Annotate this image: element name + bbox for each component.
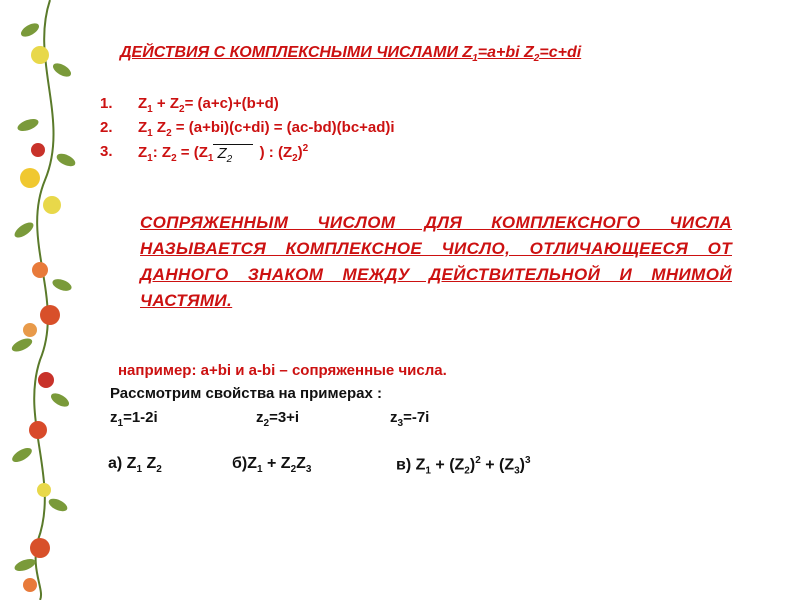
title-z1: =a+bi <box>477 44 520 61</box>
title-z2: =c+di <box>539 44 582 61</box>
list-number-1: 1. <box>100 95 113 112</box>
page-title: ДЕЙСТВИЯ С КОМПЛЕКСНЫМИ ЧИСЛАМИ $Z_1=a+bi$ $Z_2=c+di$ <box>120 44 582 65</box>
task-b: $б)Z_1 + Z_2Z_3$ <box>232 455 312 476</box>
list-number-2: 2. <box>100 119 113 136</box>
task-c: в) $Z_1 + (Z_2)^2 + (Z_3)^3$ <box>396 455 531 477</box>
title-main: ДЕЙСТВИЯ С КОМПЛЕКСНЫМИ ЧИСЛАМИ <box>120 44 458 61</box>
list-number-3: 3. <box>100 143 113 160</box>
value-z3-text: =-7i <box>403 409 430 426</box>
operation-sum: $Z_1 + Z_2= (a+c)+(b+d)$ <box>138 95 279 115</box>
definition-text: СОПРЯЖЕННЫМ ЧИСЛОМ ДЛЯ КОМПЛЕКСНОГО ЧИСЛА НАЗЫВАЕТСЯ КОМПЛЕКСНОЕ ЧИСЛО, ОТЛИЧАЮЩЕЕСЯ ОТ ДАННОГО ЗНАКОМ МЕЖДУ ДЕЙСТВИТЕЛЬНОЙ И МНИМОЙ ЧАСТЯМИ. <box>140 213 732 310</box>
operation-division: $Z_1$: $Z_2 = (Z_1$ $Z_2$ ) : $(Z_2)^2$ <box>138 143 309 165</box>
operation-product: $Z_1$ $Z_2 = (a+bi)(c+di) = (ac-bd)(bc+ad)i$ <box>138 119 395 139</box>
floral-vine-decoration <box>0 0 90 600</box>
value-z1-text: =1-2i <box>123 409 158 426</box>
value-z3: $z_3=-7i$ <box>390 409 430 429</box>
consider-text: Рассмотрим свойства на примерах : <box>110 385 382 402</box>
conjugate-z2-formula: $Z_2$ <box>213 143 255 161</box>
value-z2-text: =3+i <box>269 409 300 426</box>
task-a: а) $Z_1$ $Z_2$ <box>108 455 162 476</box>
value-z1: $z_1=1-2i$ <box>110 409 158 429</box>
value-z2: $z_2=3+i$ <box>256 409 300 429</box>
example-text: например: a+bi и a-bi – сопряженные числа. <box>118 362 447 379</box>
